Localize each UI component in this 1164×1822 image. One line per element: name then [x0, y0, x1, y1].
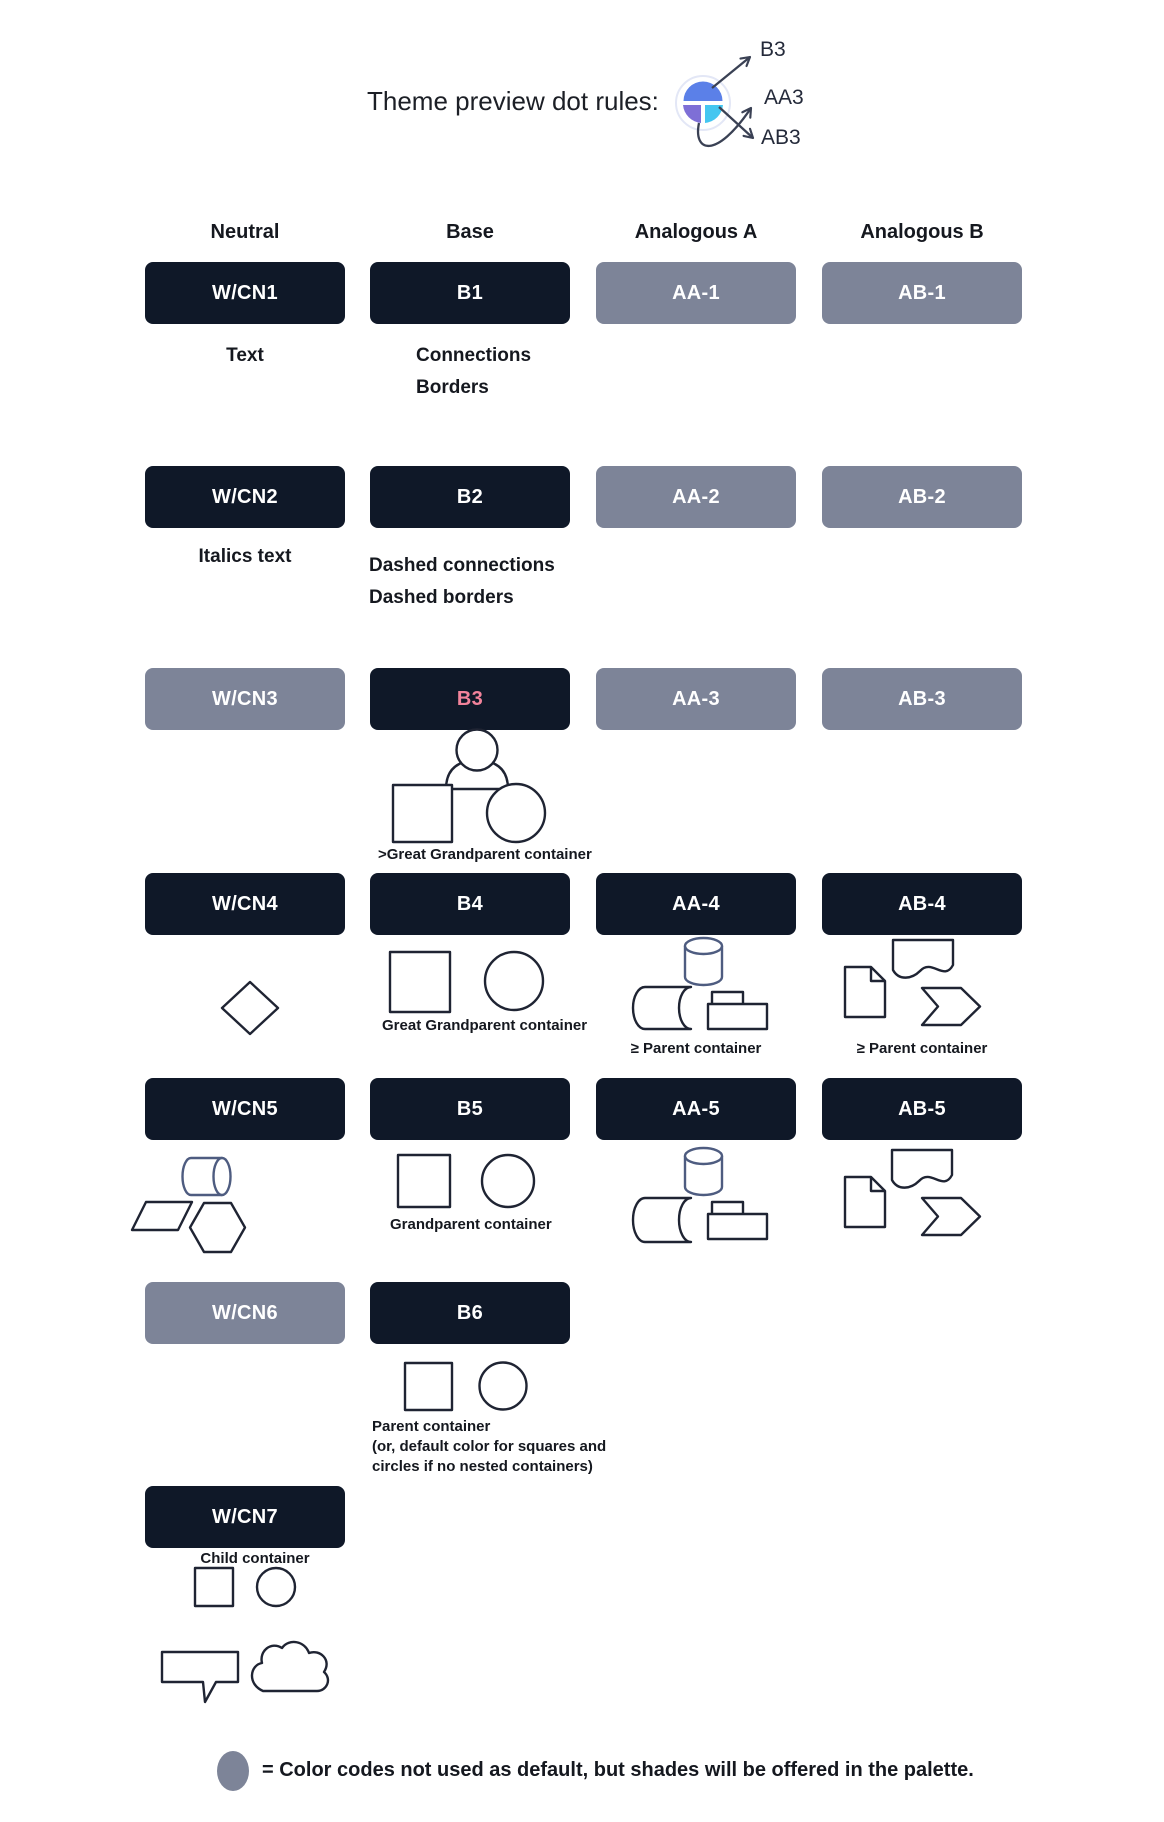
chevron-shape [922, 1198, 980, 1235]
caption-dashed-line2: Dashed borders [369, 587, 514, 608]
caption-child-container: Child container [200, 1550, 310, 1567]
square-shape [398, 1155, 450, 1207]
cylinder-end-icon [214, 1158, 231, 1195]
diamond-shape [222, 982, 278, 1034]
swatch-wcn6: W/CN6 [145, 1282, 345, 1344]
arrow-to-b3 [712, 57, 750, 88]
stored-data-shape [633, 1198, 691, 1242]
tabbed-rectangle-shape [708, 1004, 767, 1029]
caption-connections-borders [416, 340, 531, 404]
caption-text: Text [226, 345, 264, 366]
swatch-wcn4: W/CN4 [145, 873, 345, 935]
wave-document-shape [893, 940, 953, 978]
circle-shape [482, 1155, 534, 1207]
caption-parent-line3: circles if no nested containers) [372, 1458, 593, 1475]
cylinder-shape [685, 1156, 722, 1195]
caption-dashed-line1: Dashed connections [369, 555, 555, 576]
caption-parent-block [372, 1417, 606, 1477]
horizontal-cylinder-shape [183, 1158, 223, 1195]
cylinder-top-icon [685, 1148, 722, 1164]
caption-great-grandparent-gt: >Great Grandparent container [378, 846, 592, 863]
wave-document-shape [892, 1150, 952, 1188]
circle-shape [257, 1568, 295, 1606]
document-shape [845, 1177, 885, 1227]
swatch-aa5: AA-5 [596, 1078, 796, 1140]
person-head-icon [457, 730, 498, 771]
swatch-b2: B2 [370, 466, 570, 528]
square-shape [405, 1363, 452, 1410]
caption-parent-gte-ab: ≥ Parent container [856, 1040, 988, 1057]
caption-dashed [369, 550, 555, 614]
dot-label-aa3: AA3 [764, 86, 804, 109]
square-shape [195, 1568, 233, 1606]
cloud-shape [252, 1642, 328, 1691]
caption-italics-text: Italics text [198, 546, 292, 567]
swatch-b6: B6 [370, 1282, 570, 1344]
caption-connections-line2: Borders [416, 377, 489, 398]
speech-bubble-shape [162, 1652, 238, 1702]
swatch-ab5: AB-5 [822, 1078, 1022, 1140]
swatch-wcn2: W/CN2 [145, 466, 345, 528]
column-header-analogous-b: Analogous B [860, 221, 984, 243]
page-title: Theme preview dot rules: [367, 86, 659, 116]
square-shape [393, 785, 452, 842]
circle-shape [480, 1363, 527, 1410]
swatch-wcn5: W/CN5 [145, 1078, 345, 1140]
dot-label-b3: B3 [760, 38, 786, 61]
swatch-wcn3: W/CN3 [145, 668, 345, 730]
swatch-ab2: AB-2 [822, 466, 1022, 528]
cylinder-top-icon [685, 938, 722, 954]
chevron-shape [922, 988, 980, 1025]
document-fold-icon [871, 1177, 885, 1191]
swatch-b3: B3 [370, 668, 570, 730]
column-header-analogous-a: Analogous A [634, 221, 758, 243]
stored-data-shape [633, 987, 691, 1029]
swatch-aa4: AA-4 [596, 873, 796, 935]
tabbed-rectangle-shape [708, 1214, 767, 1239]
swatch-ab4: AB-4 [822, 873, 1022, 935]
document-fold-icon [871, 967, 885, 981]
swatch-ab1: AB-1 [822, 262, 1022, 324]
document-shape [845, 967, 885, 1017]
legend-note: = Color codes not used as default, but shades will be offered in the palette. [262, 1759, 974, 1781]
dot-label-ab3: AB3 [761, 126, 801, 149]
cylinder-shape [685, 946, 722, 985]
caption-great-grandparent: Great Grandparent container [382, 1017, 588, 1034]
swatch-wcn1: W/CN1 [145, 262, 345, 324]
column-header-neutral: Neutral [210, 221, 280, 243]
legend-dot [217, 1751, 249, 1791]
swatch-ab3: AB-3 [822, 668, 1022, 730]
caption-parent-line2: (or, default color for squares and [372, 1438, 607, 1455]
swatch-b4: B4 [370, 873, 570, 935]
column-header-base: Base [446, 221, 494, 243]
caption-parent-gte-aa: ≥ Parent container [630, 1040, 762, 1057]
caption-grandparent: Grandparent container [390, 1216, 552, 1233]
circle-shape [487, 784, 545, 842]
caption-connections-line1: Connections [416, 345, 532, 366]
tab-shape [712, 992, 743, 1005]
square-shape [390, 952, 450, 1012]
swatch-aa1: AA-1 [596, 262, 796, 324]
swatch-b5: B5 [370, 1078, 570, 1140]
person-body-icon [446, 760, 508, 789]
circle-shape [485, 952, 543, 1010]
swatch-aa2: AA-2 [596, 466, 796, 528]
parallelogram-shape [132, 1202, 192, 1230]
tab-shape [712, 1202, 743, 1215]
swatch-b1: B1 [370, 262, 570, 324]
swatch-aa3: AA-3 [596, 668, 796, 730]
hexagon-shape [190, 1203, 245, 1252]
caption-parent-line1: Parent container [372, 1418, 491, 1435]
swatch-wcn7: W/CN7 [145, 1486, 345, 1548]
